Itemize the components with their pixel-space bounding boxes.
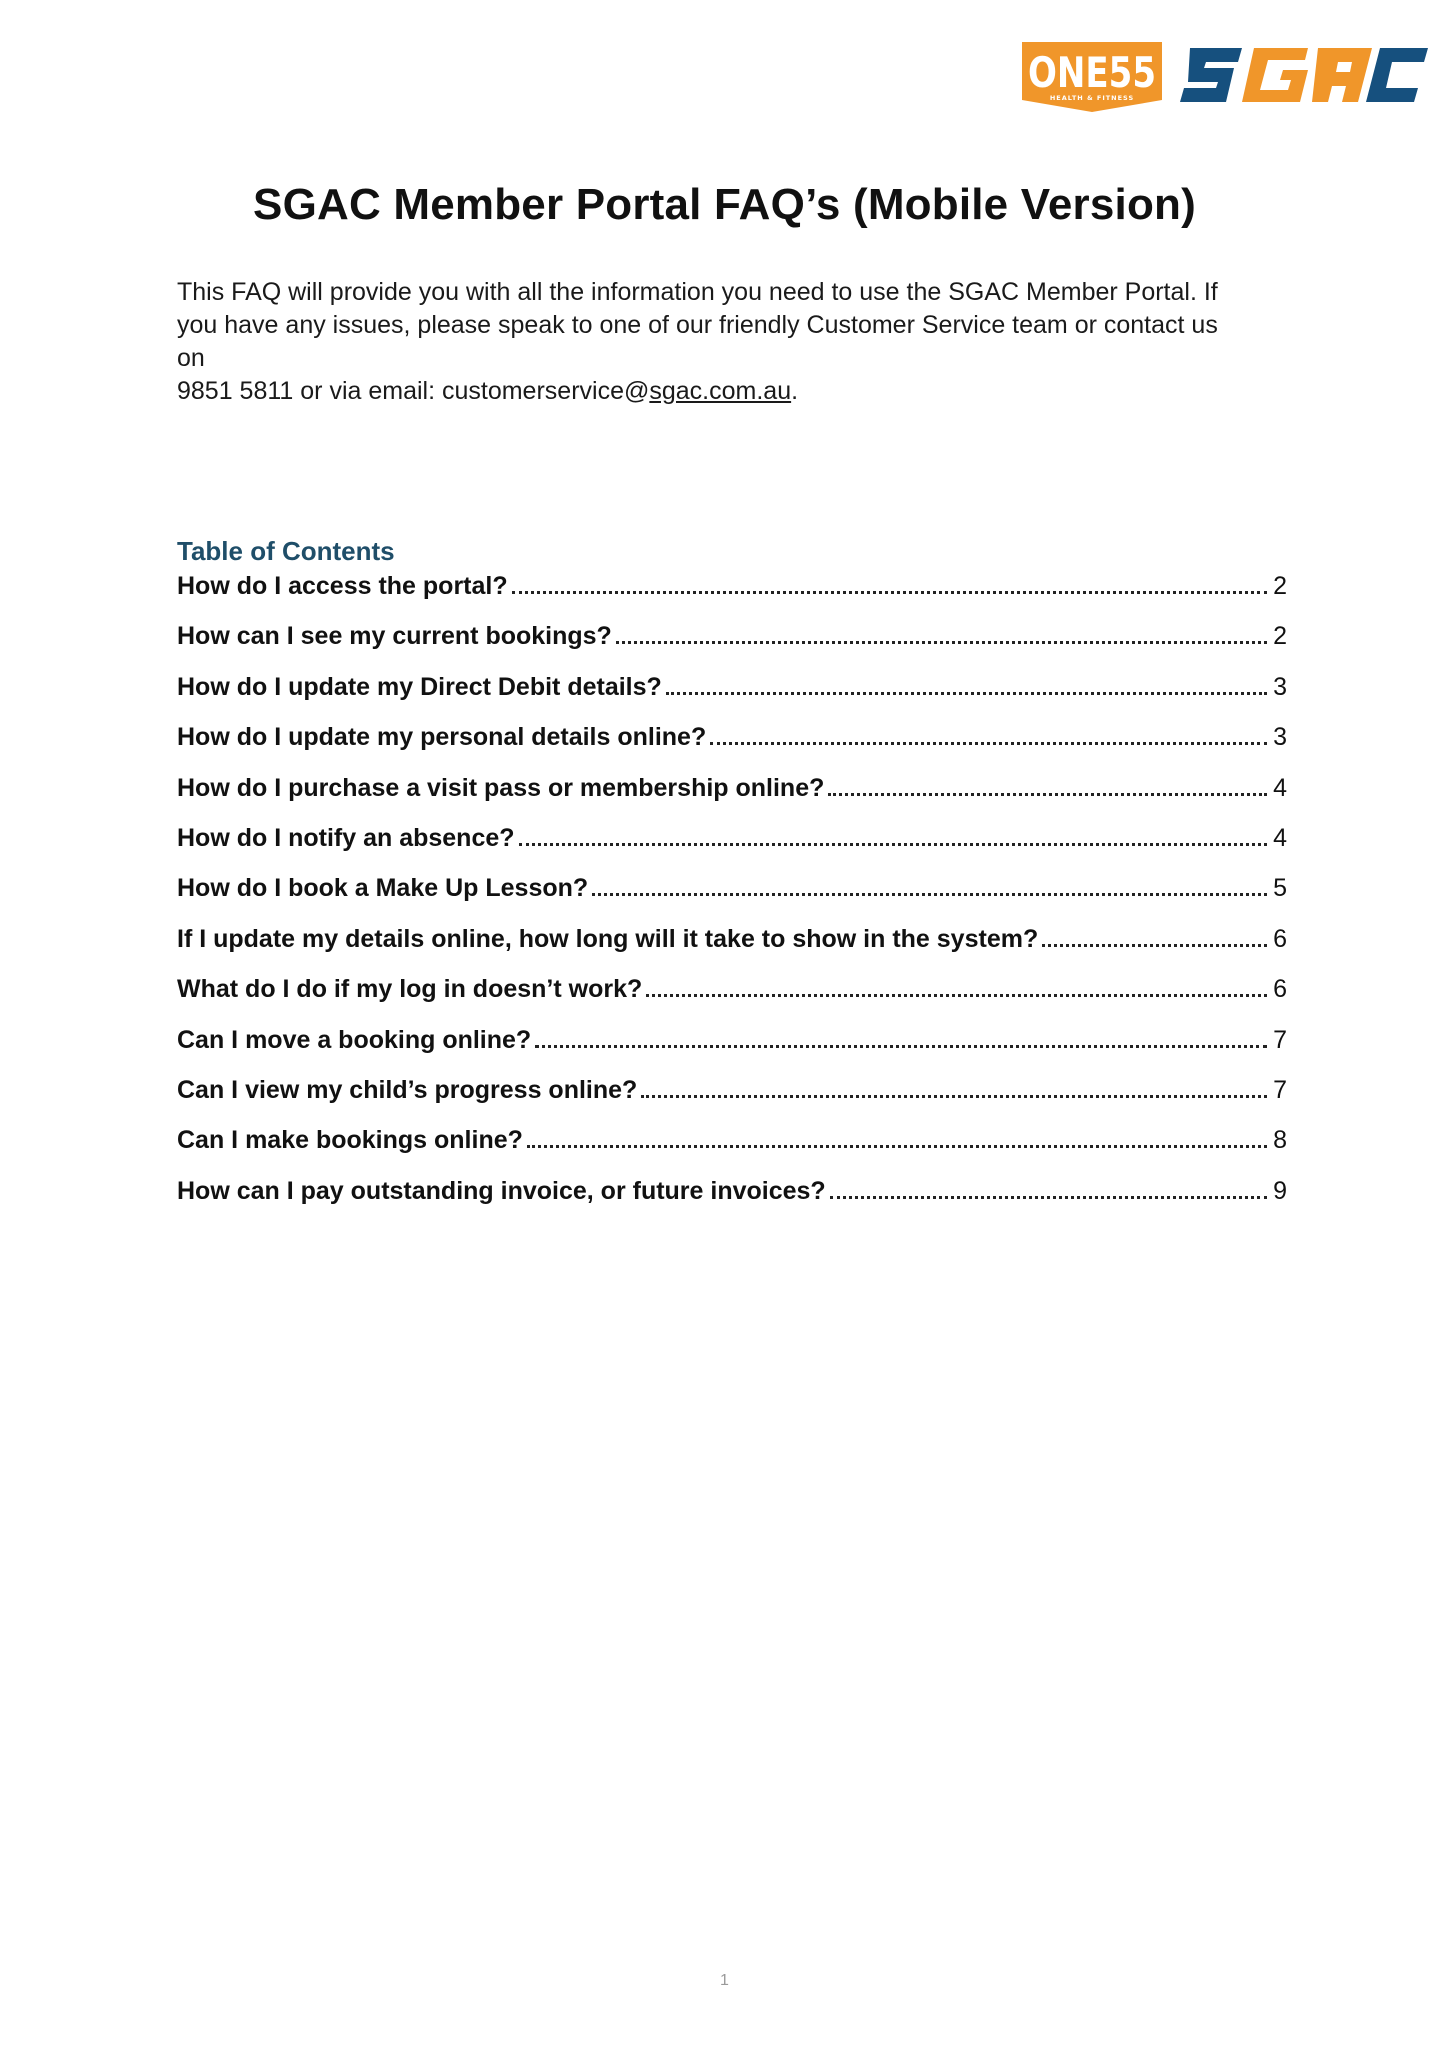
toc-entry[interactable] <box>177 723 1287 773</box>
toc-dot-leader <box>828 792 1267 796</box>
toc-entry-label[interactable]: Can I view my child’s progress online? <box>177 1075 638 1104</box>
toc-entry[interactable] <box>177 1026 1287 1076</box>
toc-dot-leader <box>1042 943 1267 947</box>
intro-line: you have any issues, please speak to one of our friendly Customer Service team or contact us <box>177 311 1218 339</box>
toc-dot-leader <box>646 993 1267 997</box>
toc-entry-page: 7 <box>1273 1075 1287 1104</box>
sgac-logo <box>1176 40 1428 112</box>
intro-line: on <box>177 344 205 372</box>
toc-entry[interactable] <box>177 1076 1287 1126</box>
email-link[interactable]: sgac.com.au <box>649 377 792 405</box>
toc-dot-leader <box>592 892 1267 896</box>
toc-entry-page: 2 <box>1273 572 1287 600</box>
intro-contact-line <box>177 375 1287 408</box>
toc-entry-page: 3 <box>1273 723 1287 752</box>
toc-dot-leader <box>710 741 1267 745</box>
one55-logo <box>1022 42 1162 112</box>
contact-suffix: . <box>791 377 799 405</box>
toc-entry-page: 6 <box>1273 924 1287 953</box>
toc-entry[interactable] <box>177 874 1287 924</box>
toc-entry[interactable] <box>177 774 1287 824</box>
toc-entry-label[interactable]: How do I update my personal details online? <box>177 723 707 752</box>
document-title: SGAC Member Portal FAQ’s (Mobile Version) <box>253 180 1196 229</box>
toc-entry-page: 2 <box>1273 622 1287 651</box>
toc-entry[interactable] <box>177 824 1287 874</box>
toc-entry-label[interactable]: What do I do if my log in doesn’t work? <box>177 975 643 1004</box>
toc-entry-page: 4 <box>1273 773 1287 802</box>
toc-entry-label[interactable]: Can I make bookings online? <box>177 1126 523 1155</box>
toc-entry-page: 7 <box>1273 1025 1287 1054</box>
toc-entry-page: 4 <box>1273 823 1287 852</box>
toc-entry-label[interactable]: How do I book a Make Up Lesson? <box>177 874 589 903</box>
toc-entry-page: 6 <box>1273 975 1287 1004</box>
toc-heading: Table of Contents <box>177 536 395 566</box>
intro-line: This FAQ will provide you with all the information you need to use the SGAC Member Portal. If <box>177 278 1218 306</box>
toc-entry[interactable] <box>177 572 1287 622</box>
toc-entry-label[interactable]: How do I notify an absence? <box>177 823 515 852</box>
toc-entry-label[interactable]: If I update my details online, how long will it take to show in the system? <box>177 924 1039 953</box>
toc-entry-label[interactable]: How do I purchase a visit pass or membership online? <box>177 773 825 802</box>
toc-entry[interactable] <box>177 622 1287 672</box>
toc-dot-leader <box>535 1044 1267 1048</box>
toc-dot-leader <box>641 1094 1267 1098</box>
toc-entry[interactable] <box>177 925 1287 975</box>
intro-paragraph <box>177 276 1287 408</box>
toc-entry-label[interactable]: How can I pay outstanding invoice, or future invoices? <box>177 1176 826 1205</box>
toc-entry[interactable] <box>177 673 1287 723</box>
one55-logo-tagline: HEALTH & FITNESS <box>1049 94 1135 102</box>
toc-entry-label[interactable]: How do I access the portal? <box>177 572 508 600</box>
page-number: 1 <box>720 1972 729 1989</box>
toc-entry-page: 5 <box>1273 874 1287 903</box>
toc-entry-page: 3 <box>1273 672 1287 701</box>
toc-entry[interactable] <box>177 975 1287 1025</box>
toc-entry-label[interactable]: Can I move a booking online? <box>177 1025 532 1054</box>
toc-dot-leader <box>666 691 1267 695</box>
toc-dot-leader <box>616 640 1267 644</box>
toc-entry[interactable] <box>177 1126 1287 1176</box>
toc-entry-label[interactable]: How do I update my Direct Debit details? <box>177 672 662 701</box>
toc-entry-label[interactable]: How can I see my current bookings? <box>177 622 612 651</box>
toc-dot-leader <box>512 590 1267 594</box>
table-of-contents <box>177 572 1287 1227</box>
toc-entry-page: 8 <box>1273 1126 1287 1155</box>
toc-dot-leader <box>830 1195 1267 1199</box>
toc-dot-leader <box>519 842 1268 846</box>
toc-dot-leader <box>527 1144 1267 1148</box>
contact-text: 9851 5811 or via email: customerservice@ <box>177 377 650 405</box>
one55-logo-text: ONE55 <box>1028 48 1156 97</box>
toc-entry[interactable] <box>177 1177 1287 1227</box>
toc-entry-page: 9 <box>1273 1176 1287 1205</box>
